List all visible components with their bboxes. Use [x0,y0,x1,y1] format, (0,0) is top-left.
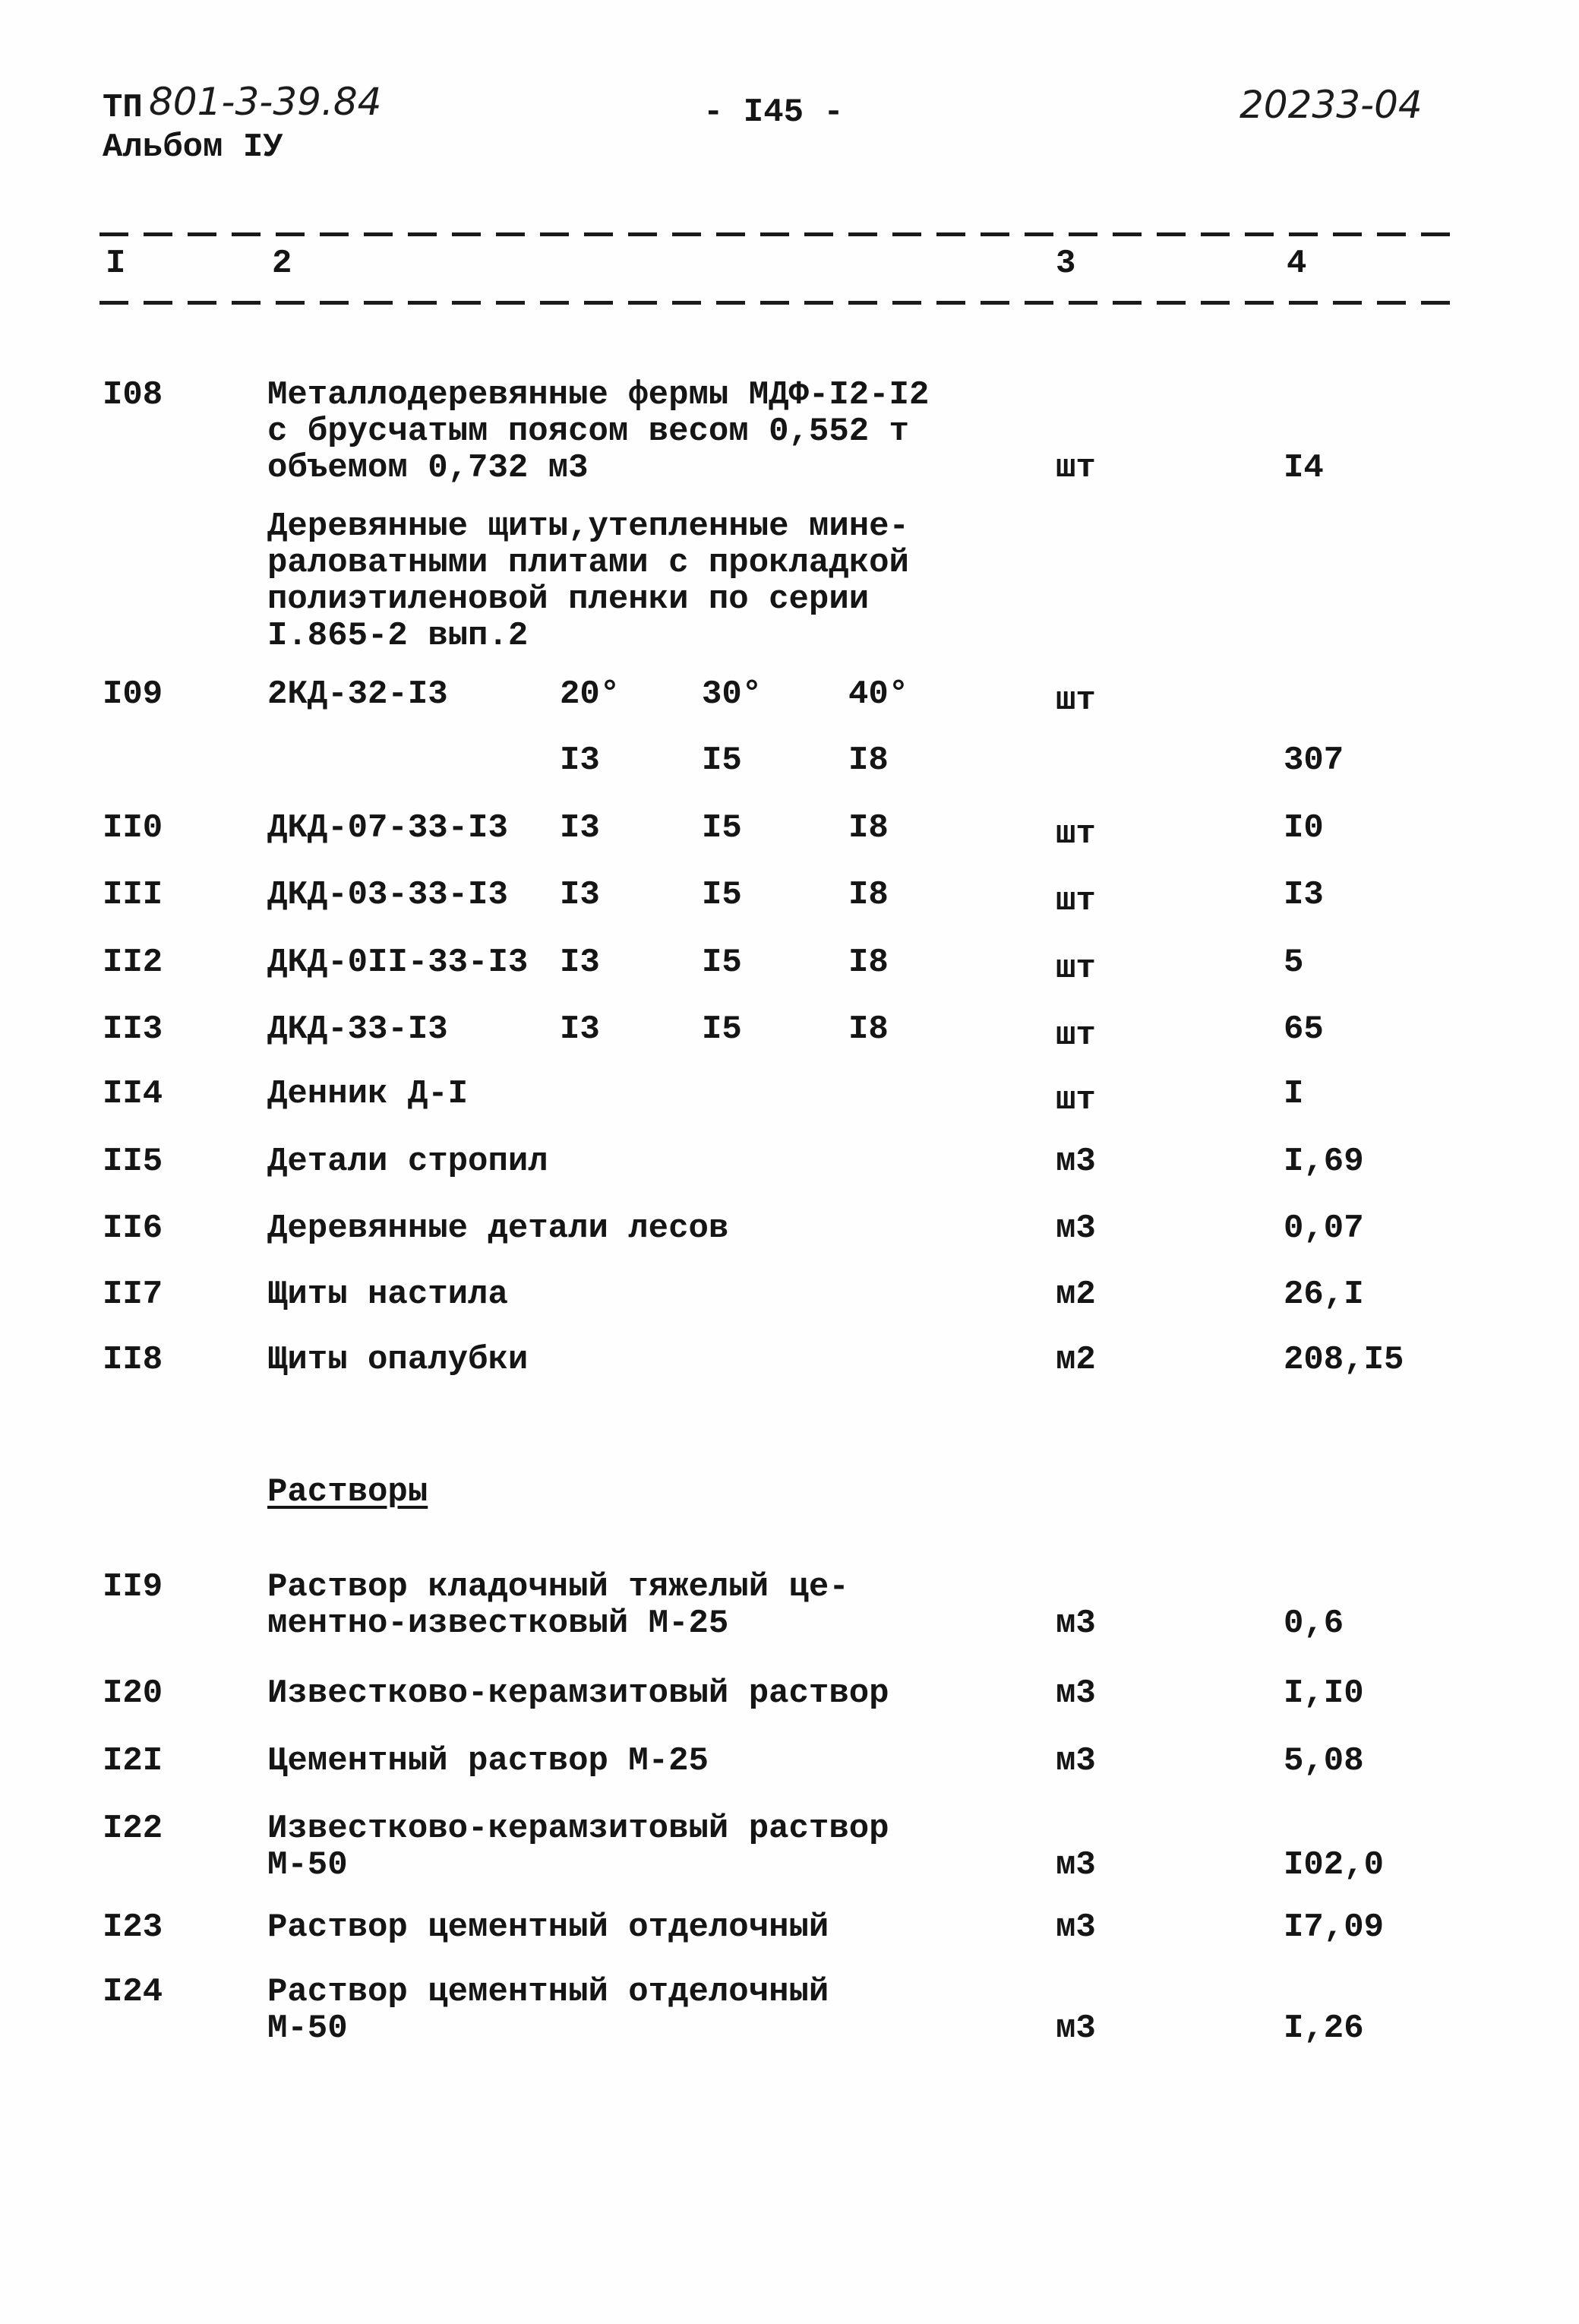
item-number: I2I [103,1742,163,1780]
item-description-line: Известково-керамзитовый раствор [267,1810,889,1848]
angle-value: I5 [702,944,742,982]
item-number: II7 [103,1276,163,1314]
unit-cell: м3 [1056,2009,1096,2047]
column-header-1: I [106,245,126,283]
table-row [0,1276,1579,1314]
unit-cell: шт [1056,449,1096,487]
note-line: раловатными плитами с прокладкой [267,544,909,582]
unit-cell: м3 [1056,1605,1096,1643]
quantity-cell: I0 [1284,809,1324,847]
group-note [0,507,1579,655]
quantity-cell: 307 [1284,741,1344,779]
item-number: II5 [103,1143,163,1181]
item-number: I09 [103,675,163,713]
item-number: I24 [103,1973,163,2011]
unit-cell: м2 [1056,1276,1096,1314]
unit-cell: м3 [1056,1908,1096,1946]
unit-cell: шт [1056,815,1096,853]
item-description-line: Известково-керамзитовый раствор [267,1674,889,1712]
table-row [0,1908,1579,1946]
unit-cell: шт [1056,681,1096,719]
item-number: I22 [103,1810,163,1848]
unit-cell: м3 [1056,1742,1096,1780]
item-number: III [103,876,163,914]
item-number: I23 [103,1908,163,1946]
quantity-cell: 26,I [1284,1276,1364,1314]
item-description-line: Раствор цементный отделочный [267,1973,829,2011]
angle-header: 20° [560,675,621,713]
item-description-line: объемом 0,732 м3 [267,449,589,487]
table-row [0,1973,1579,2047]
table-row [0,1209,1579,1247]
document-number: 20233-04 [1240,83,1423,127]
series-prefix: ТП [103,89,143,127]
item-description-line: Щиты опалубки [267,1341,529,1379]
quantity-cell: 208,I5 [1284,1341,1404,1379]
angle-value: I3 [560,944,600,982]
quantity-cell: I7,09 [1284,1908,1385,1946]
item-description-line: Металлодеревянные фермы МДФ-I2-I2 [267,376,930,414]
item-description-line: М-50 [267,1846,348,1884]
table-row [0,1742,1579,1780]
angle-value: I3 [560,1010,600,1048]
unit-cell: м3 [1056,1846,1096,1884]
item-number: II6 [103,1209,163,1247]
quantity-cell: 0,6 [1284,1605,1344,1643]
note-line: I.865-2 вып.2 [267,617,529,655]
page-number: - I45 - [703,93,844,131]
table-row [0,1075,1579,1119]
quantity-cell: I,26 [1284,2009,1364,2047]
quantity-cell: I3 [1284,876,1324,914]
table-row [0,1810,1579,1884]
unit-cell: шт [1056,882,1096,920]
panel-mark: ДКД-0II-33-I3 [267,944,529,982]
quantity-cell: I [1284,1075,1304,1113]
item-description-line: Денник Д-I [267,1075,469,1113]
column-header-4: 4 [1287,245,1307,283]
angle-value: I3 [560,741,600,779]
quantity-cell: I4 [1284,449,1324,487]
angle-value: I8 [848,876,889,914]
angle-value: I8 [848,944,889,982]
item-number: II9 [103,1568,163,1606]
quantity-cell: I,69 [1284,1143,1364,1181]
panel-mark: ДКД-33-I3 [267,1010,448,1048]
series-code: 801-3-39.84 [149,80,382,124]
quantity-cell: 5 [1284,944,1304,982]
unit-cell: шт [1056,950,1096,988]
item-description-line: с брусчатым поясом весом 0,552 т [267,413,909,451]
column-header-3: 3 [1056,245,1076,283]
item-number: II4 [103,1075,163,1113]
note-line: полиэтиленовой пленки по серии [267,580,870,618]
quantity-cell: I,I0 [1284,1674,1364,1712]
table-row [0,1568,1579,1643]
item-description-line: Раствор кладочный тяжелый це- [267,1568,849,1606]
unit-cell: м3 [1056,1209,1096,1247]
angle-value: I5 [702,809,742,847]
angle-value: I5 [702,741,742,779]
album-label: Альбом IУ [103,128,283,166]
angle-value: I8 [848,741,889,779]
section-heading: Растворы [267,1473,428,1511]
item-description-line: Деревянные детали лесов [267,1209,729,1247]
quantity-cell: 65 [1284,1010,1324,1048]
item-description-line: Раствор цементный отделочный [267,1908,829,1946]
item-number: II8 [103,1341,163,1379]
angle-header: 40° [848,675,909,713]
quantity-cell: I02,0 [1284,1846,1385,1884]
header-bottom-rule [99,301,1462,305]
unit-cell: м3 [1056,1674,1096,1712]
angle-value: I8 [848,1010,889,1048]
table-row [0,1143,1579,1181]
unit-cell: м3 [1056,1143,1096,1181]
item-number: I20 [103,1674,163,1712]
column-header-2: 2 [272,245,292,283]
table-row [0,1010,1579,1054]
unit-cell: шт [1056,1017,1096,1054]
table-row [0,376,1579,487]
unit-cell: м2 [1056,1341,1096,1379]
unit-cell: шт [1056,1081,1096,1119]
note-line: Деревянные щиты,утепленные мине- [267,507,909,545]
item-description-line: ментно-известковый М-25 [267,1605,729,1643]
panel-mark: ДКД-07-33-I3 [267,809,508,847]
item-description-line: Цементный раствор М-25 [267,1742,709,1780]
item-description-line: Детали стропил [267,1143,548,1181]
panel-mark: ДКД-03-33-I3 [267,876,508,914]
table-row [0,1674,1579,1712]
item-description-line: Щиты настила [267,1276,508,1314]
item-number: II3 [103,1010,163,1048]
quantity-cell: 5,08 [1284,1742,1364,1780]
item-number: II2 [103,944,163,982]
angle-value: I5 [702,876,742,914]
angle-value: I8 [848,809,889,847]
table-row [0,675,1579,779]
panel-mark: 2КД-32-I3 [267,675,448,713]
item-description-line: М-50 [267,2009,348,2047]
quantity-cell: 0,07 [1284,1209,1364,1247]
angle-header: 30° [702,675,763,713]
item-number: I08 [103,376,163,414]
header-top-rule [99,232,1462,236]
table-row [0,809,1579,853]
item-number: II0 [103,809,163,847]
angle-value: I5 [702,1010,742,1048]
angle-value: I3 [560,876,600,914]
table-row [0,944,1579,988]
angle-value: I3 [560,809,600,847]
table-column-headers [0,245,1579,283]
